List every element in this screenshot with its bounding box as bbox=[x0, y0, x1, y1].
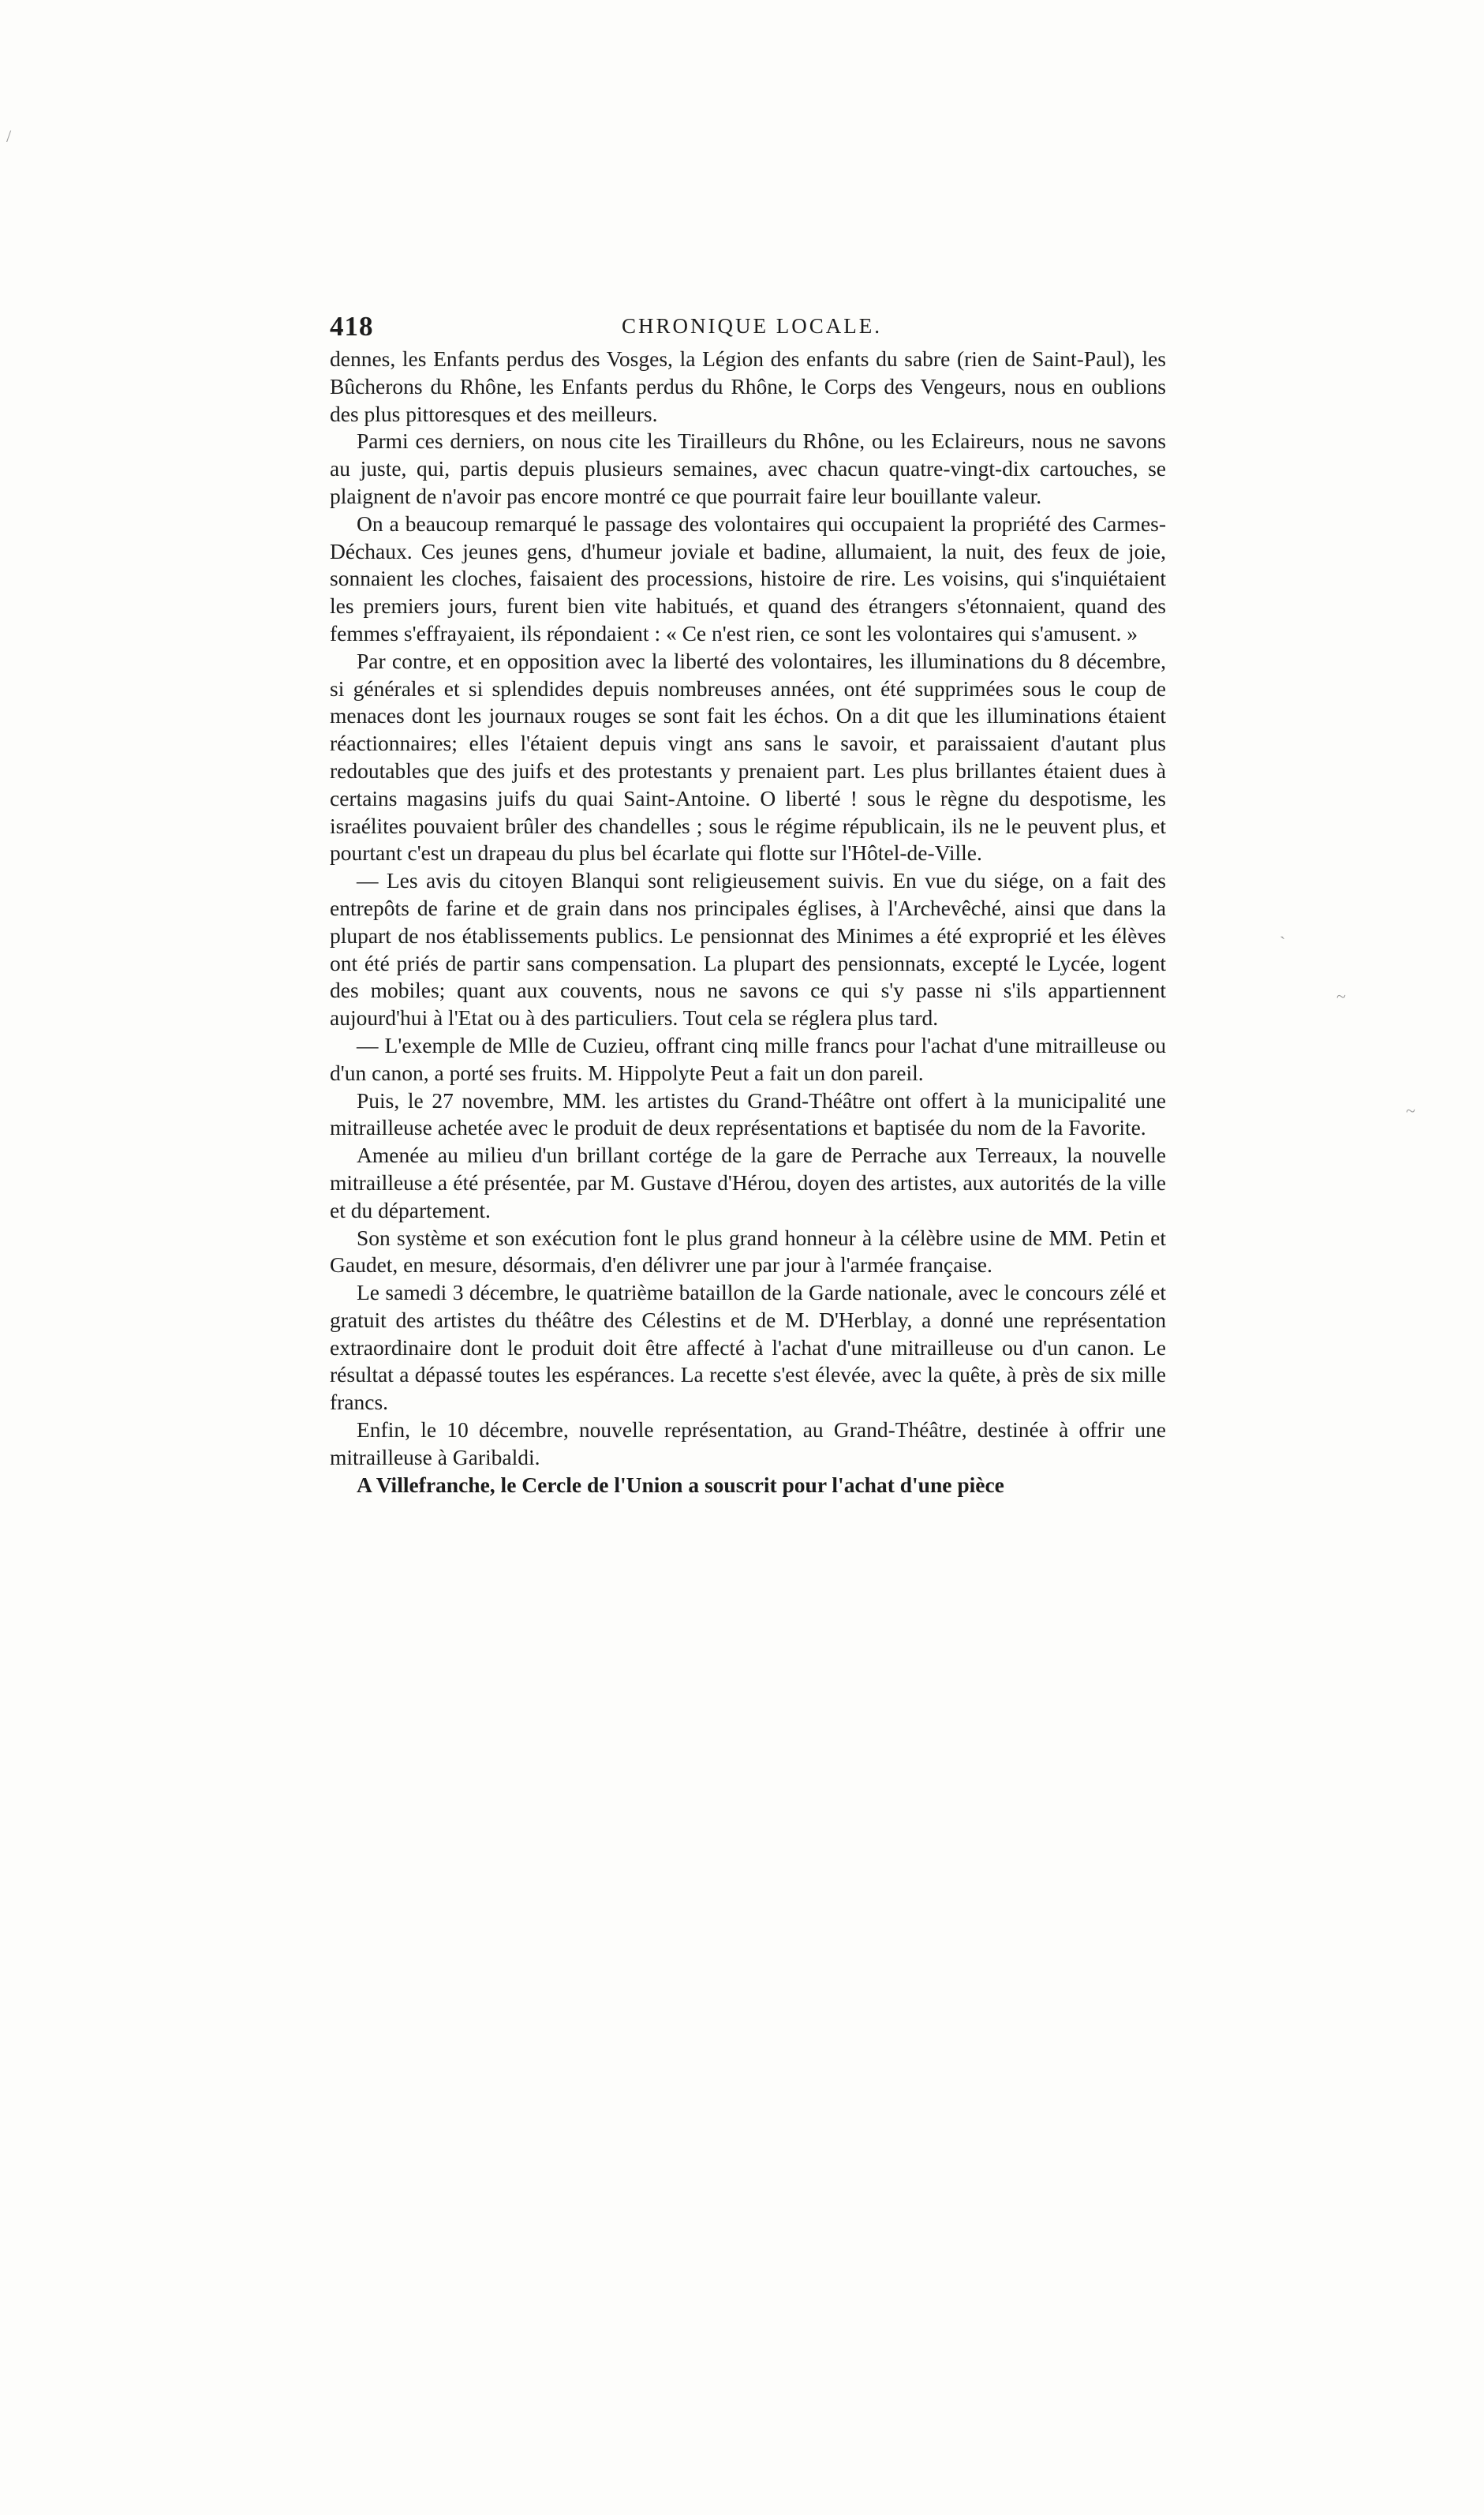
margin-speck: ~ bbox=[1406, 1101, 1415, 1121]
paragraph: Par contre, et en opposition avec la liberté des volontaires, les illuminations du 8 décembre, si générales et si splendides depuis nombreuses années, ont été supprimées sous le coup de menaces dont les journaux rouges se sont fait les échos. On a dit que les illuminations étaient réactionnaires; elles l'étaient depuis vingt ans sans le savoir, et paraissaient d'autant plus redoutables que des juifs et des protestants y prenaient part. Les plus brillantes étaient dues à certains magasins juifs du quai Saint-Antoine. O liberté ! sous le règne du despotisme, les israélites pouvaient brûler des chandelles ; sous le régime républicain, ils ne le peuvent plus, et pourtant c'est un drapeau du plus bel écarlate qui flotte sur l'Hôtel-de-Ville. bbox=[330, 648, 1166, 866]
paragraph: Son système et son exécution font le plus grand honneur à la célèbre usine de MM. Petin et Gaudet, en mesure, désormais, d'en délivrer une par jour à l'armée française. bbox=[330, 1225, 1166, 1278]
paragraph: Amenée au milieu d'un brillant cortége de la gare de Perrache aux Terreaux, la nouvelle mitrailleuse a été présentée, par M. Gustave d'Hérou, doyen des artistes, aux autorités de la ville et du département. bbox=[330, 1143, 1166, 1222]
margin-speck: ~ bbox=[1336, 986, 1346, 1006]
paragraph: — Les avis du citoyen Blanqui sont religieusement suivis. En vue du siége, on a fait des entrepôts de farine et de grain dans nos principales églises, à l'Archevêché, ainsi que dans la plupart de nos établissements publics. Le pensionnat des Minimes a été exproprié et les élèves ont été priés de partir sans compensation. La plupart des pensionnats, excepté le Lycée, logent des mobiles; quant aux couvents, nous ne savons ce qui s'y passe ni s'ils appartiennent aujourd'hui à l'Etat ou à des particuliers. Tout cela se réglera plus tard. bbox=[330, 868, 1166, 1031]
paragraph: Le samedi 3 décembre, le quatrième bataillon de la Garde nationale, avec le concours zélé et gratuit des artistes du théâtre des Célestins et de M. D'Herblay, a donné une représentation extraordinaire dont le produit doit être affecté à l'achat d'une mitrailleuse ou d'un canon. Le résultat a dépassé toutes les espérances. La recette s'est élevée, avec la quête, à près de six mille francs. bbox=[330, 1280, 1166, 1415]
paragraph: dennes, les Enfants perdus des Vosges, la Légion des enfants du sabre (rien de Saint-Paul), les Bûcherons du Rhône, les Enfants perdus du Rhône, le Corps des Vengeurs, nous en oublions des plus pittoresques et des meilleurs. bbox=[330, 346, 1166, 426]
paragraph: Parmi ces derniers, on nous cite les Tirailleurs du Rhône, ou les Eclaireurs, nous ne savons au juste, qui, partis depuis plusieurs semaines, avec chacun quatre-vingt-dix cartouches, se plaignent de n'avoir pas encore montré ce que pourrait faire leur bouillante valeur. bbox=[330, 429, 1166, 508]
margin-speck: / bbox=[6, 126, 12, 146]
paragraph: Puis, le 27 novembre, MM. les artistes du Grand-Théâtre ont offert à la municipalité une mitrailleuse achetée avec le produit de deux représentations et baptisée du nom de la Favorite. bbox=[330, 1087, 1166, 1140]
paragraph: On a beaucoup remarqué le passage des volontaires qui occupaient la propriété des Carmes-Déchaux. Ces jeunes gens, d'humeur joviale et badine, allumaient, la nuit, des feux de joie, sonnaient les cloches, faisaient des processions, histoire de rire. Les voisins, qui s'inquiétaient les premiers jours, furent bien vite habitués, et quand des étrangers s'étonnaient, quand des femmes s'effrayaient, ils répondaient : « Ce n'est rien, ce sont les volontaires qui s'amusent. » bbox=[330, 511, 1166, 646]
article-body bbox=[330, 346, 1166, 1499]
page-number: 418 bbox=[330, 311, 374, 342]
paragraph: A Villefranche, le Cercle de l'Union a souscrit pour l'achat d'une pièce bbox=[357, 1472, 1004, 1497]
margin-speck: ˎ bbox=[1280, 919, 1286, 939]
running-head: CHRONIQUE LOCALE. bbox=[622, 314, 882, 338]
paragraph: — L'exemple de Mlle de Cuzieu, offrant cinq mille francs pour l'achat d'une mitrailleuse ou d'un canon, a porté ses fruits. M. Hippolyte Peut a fait un don pareil. bbox=[330, 1032, 1166, 1085]
page-header bbox=[330, 311, 1166, 346]
paragraph: Enfin, le 10 décembre, nouvelle représentation, au Grand-Théâtre, destinée à offrir une mitrailleuse à Garibaldi. bbox=[330, 1417, 1166, 1469]
